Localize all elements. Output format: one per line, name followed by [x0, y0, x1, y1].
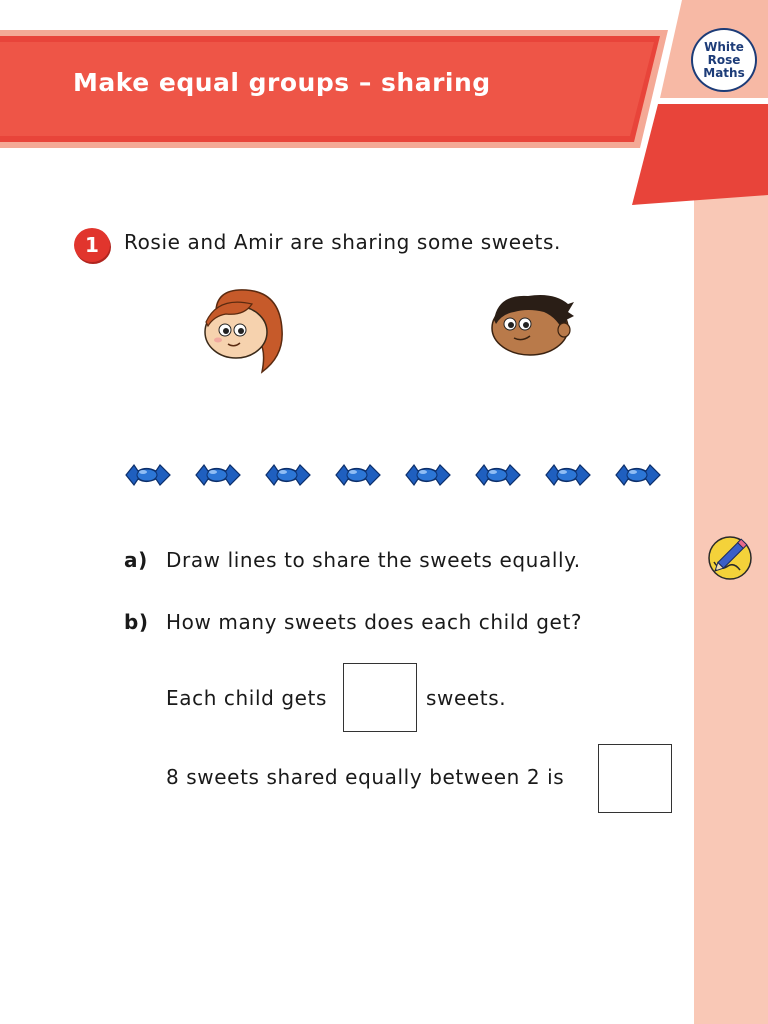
question-number-badge — [74, 228, 110, 262]
logo-line: Rose — [707, 52, 741, 67]
sweet-icon — [476, 465, 520, 485]
sweet-icon — [126, 465, 170, 485]
sentence-2: 8 sweets shared equally between 2 is — [166, 765, 565, 789]
sweets-row — [124, 462, 674, 488]
sentence-1-start: Each child gets — [166, 686, 328, 710]
part-a-text: Draw lines to share the sweets equally. — [166, 548, 581, 572]
side-strip — [694, 195, 768, 1024]
page-title: Make equal groups – sharing — [73, 68, 491, 97]
sweet-icon — [406, 465, 450, 485]
part-b-text: How many sweets does each child get? — [166, 610, 583, 634]
sweet-icon — [336, 465, 380, 485]
answer-box-each-child[interactable] — [343, 663, 417, 732]
sweet-icon — [616, 465, 660, 485]
sweet-icon — [546, 465, 590, 485]
question-number: 1 — [85, 233, 99, 257]
boy-face-icon — [488, 290, 576, 358]
sentence-1-end: sweets. — [426, 686, 507, 710]
part-label: b) — [124, 610, 149, 634]
logo-line: Maths — [703, 65, 745, 80]
answer-box-shared[interactable] — [598, 744, 672, 813]
part-label: a) — [124, 548, 148, 572]
question-intro: Rosie and Amir are sharing some sweets. — [124, 230, 561, 254]
sweet-icon — [196, 465, 240, 485]
white-rose-maths-logo — [691, 28, 757, 92]
logo-line: White — [704, 39, 744, 54]
header-banner — [0, 0, 768, 210]
pencil-icon — [706, 532, 756, 582]
sweet-icon — [266, 465, 310, 485]
girl-face-icon — [196, 286, 288, 374]
